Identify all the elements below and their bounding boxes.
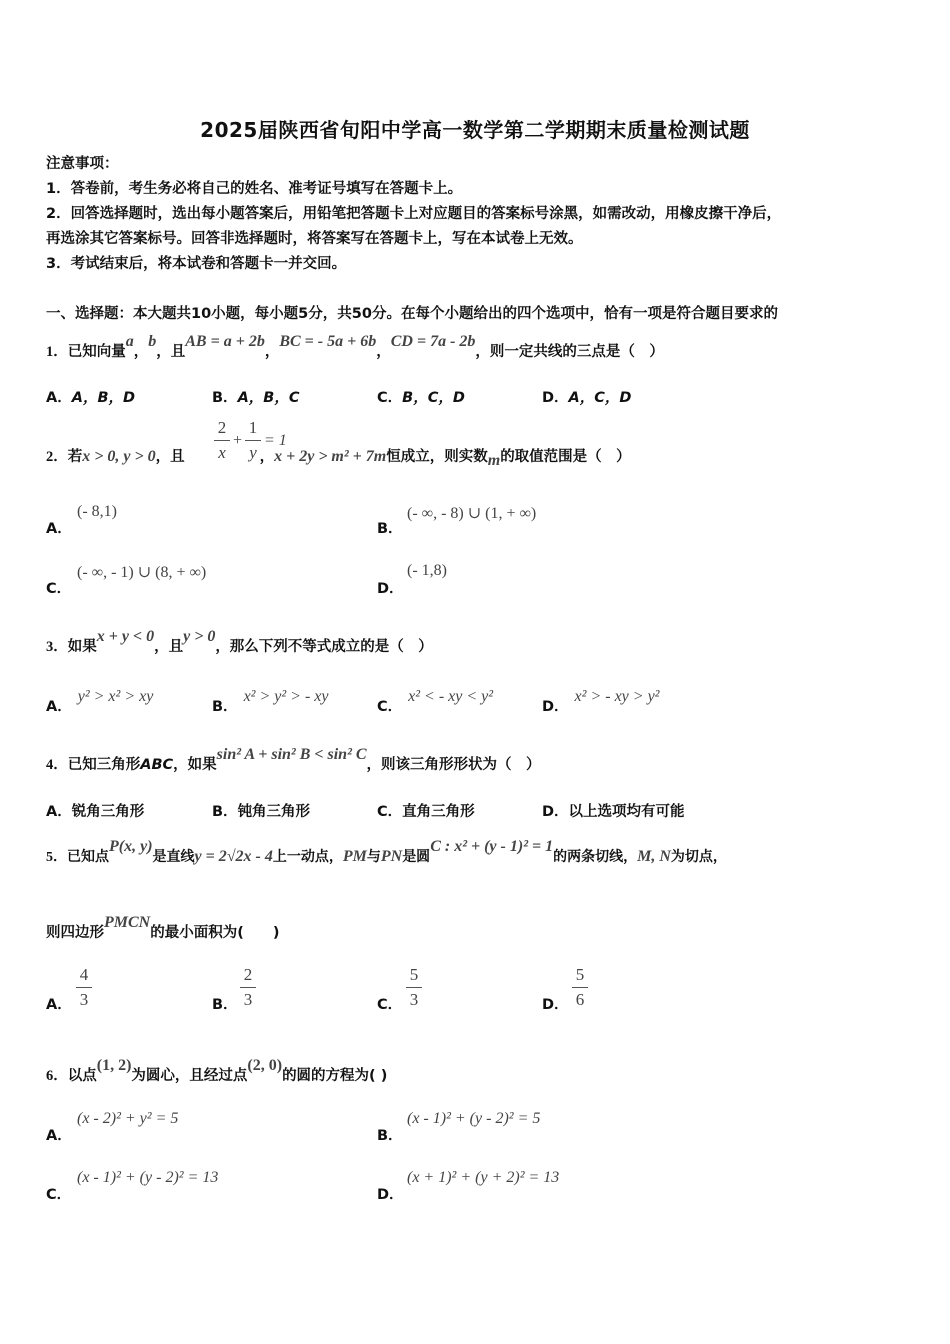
option-a: A．锐角三角形 xyxy=(46,804,145,820)
option-a: A． xyxy=(46,1128,72,1144)
option-d-value: (x + 1)² + (y + 2)² = 13 xyxy=(407,1169,560,1186)
option-d: D． xyxy=(377,581,404,597)
option-b: B．钝角三角形 xyxy=(212,804,311,820)
question-2: 2．若x > 0, y > 0，且 ，x + 2y > m² + 7m恒成立，则实数m的取值范围是（ ） xyxy=(46,448,631,469)
option-b: B． xyxy=(377,1128,403,1144)
option-a-value: (x - 2)² + y² = 5 xyxy=(77,1110,179,1127)
question-1: 1．已知向量a，b，且AB = a + 2b，BC = - 5a + 6b，CD = 7a - 2b，则一定共线的三点是（ ） xyxy=(46,333,664,360)
option-b: B． xyxy=(377,521,403,537)
question-5: 5．已知点P(x, y)是直线y = 2√2x - 4上一动点，PM与PN是圆C : x² + (y - 1)² = 1的两条切线，M, N为切点， xyxy=(46,838,727,865)
option-c: C． xyxy=(46,1187,72,1203)
option-a: A． xyxy=(46,997,72,1013)
notice-item: 3．考试结束后，将本试卷和答题卡一并交回。 xyxy=(46,256,347,272)
question-4: 4．已知三角形ABC，如果sin² A + sin² B < sin² C，则该三角形形状为（ ） xyxy=(46,746,541,773)
question-6: 6．以点(1, 2)为圆心，且经过点(2, 0)的圆的方程为( ) xyxy=(46,1057,388,1084)
option-a: A．y² > x² > xy xyxy=(46,688,154,715)
option-d: D．以上选项均有可能 xyxy=(542,804,685,820)
option-c: C． xyxy=(377,997,403,1013)
option-a-value: (- 8,1) xyxy=(77,503,117,520)
option-c: C． xyxy=(46,581,72,597)
option-c-value: (- ∞, - 1) ∪ (8, + ∞) xyxy=(77,564,207,581)
option-b: B．A，B，C xyxy=(212,390,300,406)
notice-heading: 注意事项： xyxy=(46,156,119,172)
section-header: 一、选择题：本大题共10小题，每小题5分，共50分。在每个小题给出的四个选项中，恰有一项是符合题目要求的 xyxy=(46,306,778,322)
option-c: C．B，C，D xyxy=(377,390,465,406)
option-b: B．x² > y² > - xy xyxy=(212,688,329,715)
option-d: D． xyxy=(542,997,569,1013)
option-d: D． xyxy=(377,1187,404,1203)
fraction-1-over-y: 1 y xyxy=(245,418,261,463)
option-d: D．x² > - xy > y² xyxy=(542,688,660,715)
option-c-fraction: 5 3 xyxy=(406,965,422,1010)
notice-item: 2．回答选择题时，选出每小题答案后，用铅笔把答题卡上对应题目的答案标号涂黑，如需改动，用橡皮擦干净后， xyxy=(46,206,782,222)
question-number: 1． xyxy=(46,344,68,360)
option-c-value: (x - 1)² + (y - 2)² = 13 xyxy=(77,1169,219,1186)
option-a: A．A，B，D xyxy=(46,390,136,406)
option-b-value: (- ∞, - 8) ∪ (1, + ∞) xyxy=(407,505,537,522)
option-d-value: (- 1,8) xyxy=(407,562,447,579)
option-a: A． xyxy=(46,521,72,537)
option-b-fraction: 2 3 xyxy=(240,965,256,1010)
option-a-fraction: 4 3 xyxy=(76,965,92,1010)
notice-item: 1．答卷前，考生务必将自己的姓名、准考证号填写在答题卡上。 xyxy=(46,181,463,197)
page-title: 2025届陕西省旬阳中学高一数学第二学期期末质量检测试题 xyxy=(200,118,750,142)
option-b: B． xyxy=(212,997,238,1013)
option-c: C．直角三角形 xyxy=(377,804,475,820)
equals-one: = 1 xyxy=(264,432,287,449)
notice-item: 再选涂其它答案标号。回答非选择题时，将答案写在答题卡上，写在本试卷上无效。 xyxy=(46,231,583,247)
option-d-fraction: 5 6 xyxy=(572,965,588,1010)
fraction-2-over-x: 2 x xyxy=(214,418,230,463)
option-c: C．x² < - xy < y² xyxy=(377,688,494,715)
question-5-cont: 则四边形PMCN的最小面积为( ) xyxy=(46,914,280,941)
plus-sign: + xyxy=(232,432,243,449)
question-3: 3．如果x + y < 0，且y > 0，那么下列不等式成立的是（ ） xyxy=(46,628,433,655)
option-b-value: (x - 1)² + (y - 2)² = 5 xyxy=(407,1110,541,1127)
option-d: D．A，C，D xyxy=(542,390,632,406)
